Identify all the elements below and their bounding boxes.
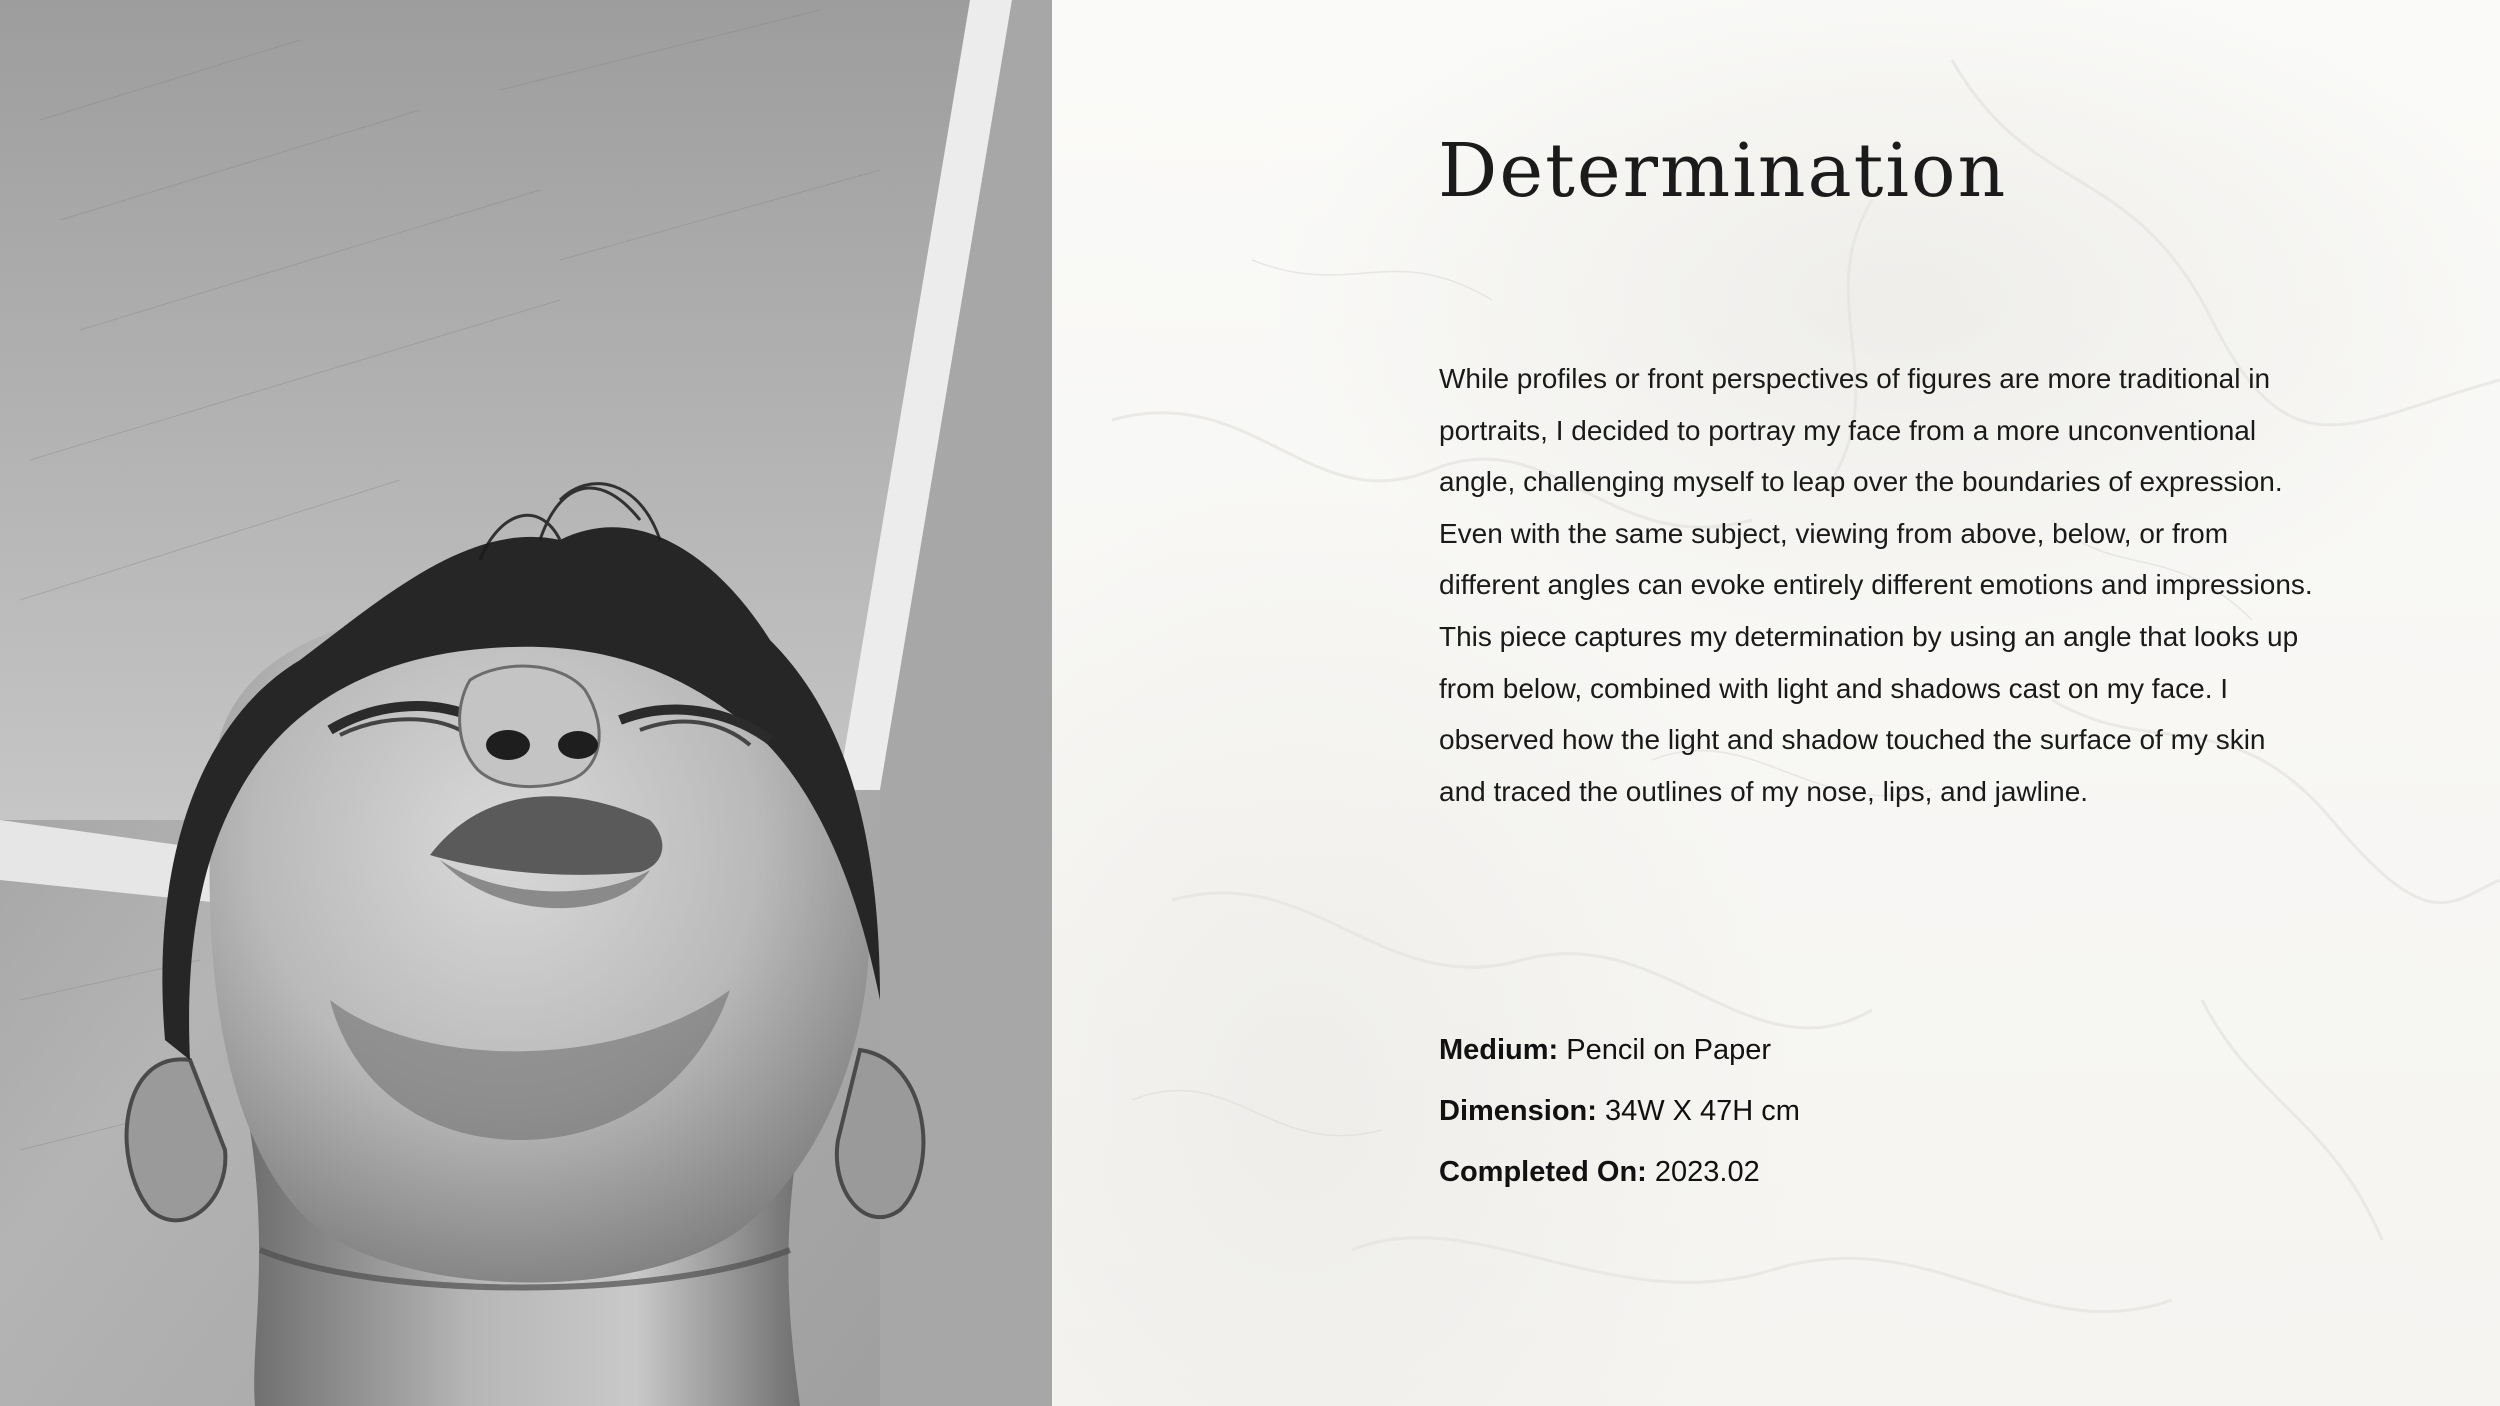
completed-label: Completed On: <box>1439 1156 1655 1188</box>
detail-dimension <box>1439 1081 2339 1142</box>
detail-completed <box>1439 1142 2339 1203</box>
completed-value: 2023.02 <box>1654 1156 1760 1188</box>
detail-medium <box>1439 1020 2339 1081</box>
medium-value: Pencil on Paper <box>1566 1034 1772 1066</box>
dimension-value: 34W X 47H cm <box>1604 1095 1800 1127</box>
medium-label: Medium: <box>1439 1034 1567 1066</box>
artwork-description: While profiles or front perspectives of figures are more traditional in portraits, I decided to portray my face from a more unconventional angle, challenging myself to leap over the boundaries of expression. Even with the same subject, viewing from above, below, or from different angles can evoke entirely different emotions and impressions. This piece captures my determination by using an angle that looks up from below, combined with light and shadows cast on my face. I observed how the light and shadow touched the surface of my skin and traced the outlines of my nose, lips, and jawline. <box>1439 363 2313 807</box>
portrait-drawing <box>0 0 1052 1406</box>
artwork-title: Determination <box>1438 128 2008 214</box>
dimension-label: Dimension: <box>1439 1095 1605 1127</box>
artwork-details <box>1439 1020 2339 1203</box>
